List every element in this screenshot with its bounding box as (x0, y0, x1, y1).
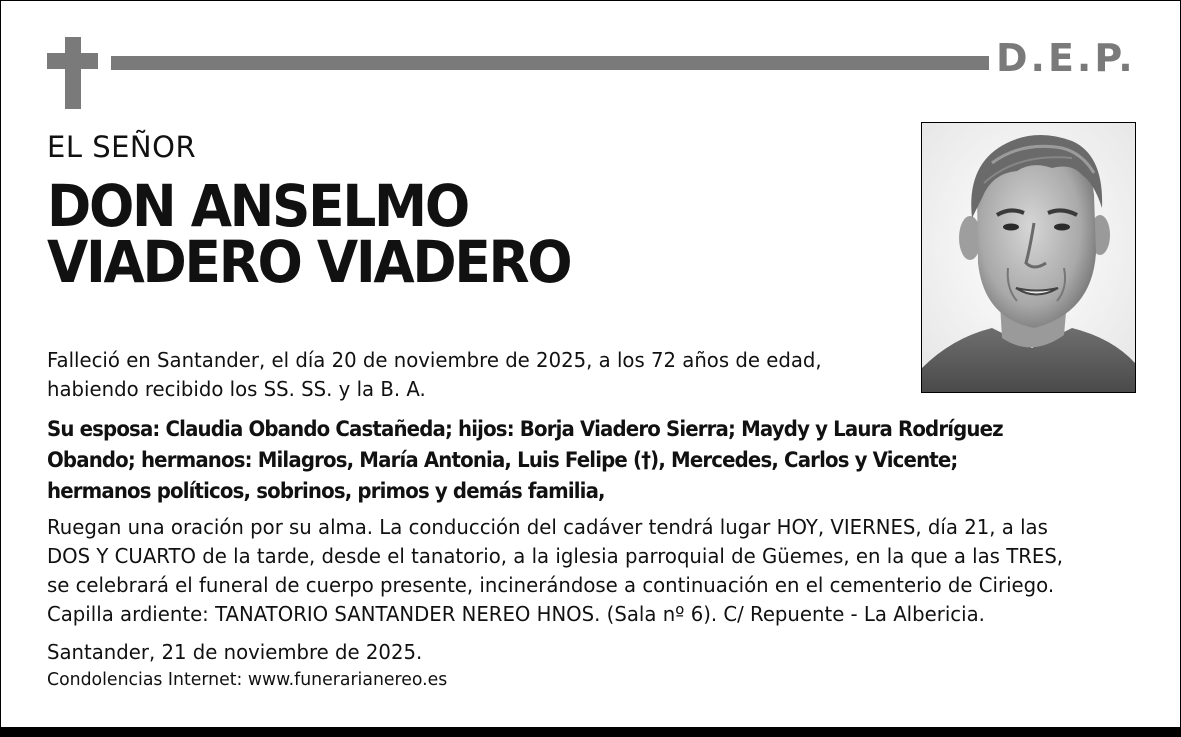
death-notice (47, 346, 822, 404)
name-line-2: VIADERO VIADERO (47, 228, 571, 296)
death-notice-line-2: habiendo recibido los SS. SS. y la B. A. (47, 377, 426, 401)
title-prefix: EL SEÑOR (47, 130, 197, 164)
family-list (47, 414, 1003, 507)
portrait-image (922, 123, 1135, 392)
ceremony-line-1: Ruegan una oración por su alma. La conducción del cadáver tendrá lugar HOY, VIERNES, día 21, a las (47, 515, 1048, 539)
ceremony-line-2: DOS Y CUARTO de la tarde, desde el tanatorio, a la iglesia parroquial de Güemes, en la que a las TRES, (47, 544, 1064, 568)
condolences-link[interactable]: Condolencias Internet: www.funerarianereo.es (47, 669, 448, 690)
ceremony-details (47, 513, 1063, 629)
family-line-2: Obando; hermanos: Milagros, María Antonia, Luis Felipe (†), Mercedes, Carlos y Vicente; (47, 448, 958, 472)
family-line-3: hermanos políticos, sobrinos, primos y demás familia, (47, 479, 605, 503)
ceremony-line-3: se celebrará el funeral de cuerpo presente, incinerándose a continuación en el cementerio de Ciriego. (47, 573, 1055, 597)
header-rule (111, 56, 989, 70)
deceased-name (47, 172, 838, 296)
cross-horizontal (47, 53, 98, 69)
place-date: Santander, 21 de noviembre de 2025. (47, 640, 423, 664)
ceremony-line-4: Capilla ardiente: TANATORIO SANTANDER NEREO HNOS. (Sala nº 6). C/ Repuente - La Albericia. (47, 602, 985, 626)
portrait-photo (921, 122, 1136, 393)
bottom-rule (0, 727, 1181, 737)
dep-label: D.E.P. (996, 36, 1136, 80)
family-line-1: Su esposa: Claudia Obando Castañeda; hijos: Borja Viadero Sierra; Maydy y Laura Rodríguez (47, 417, 1003, 441)
death-notice-line-1: Falleció en Santander, el día 20 de noviembre de 2025, a los 72 años de edad, (47, 348, 822, 372)
cross-vertical (65, 37, 81, 109)
name-line-1: DON ANSELMO (47, 172, 468, 240)
